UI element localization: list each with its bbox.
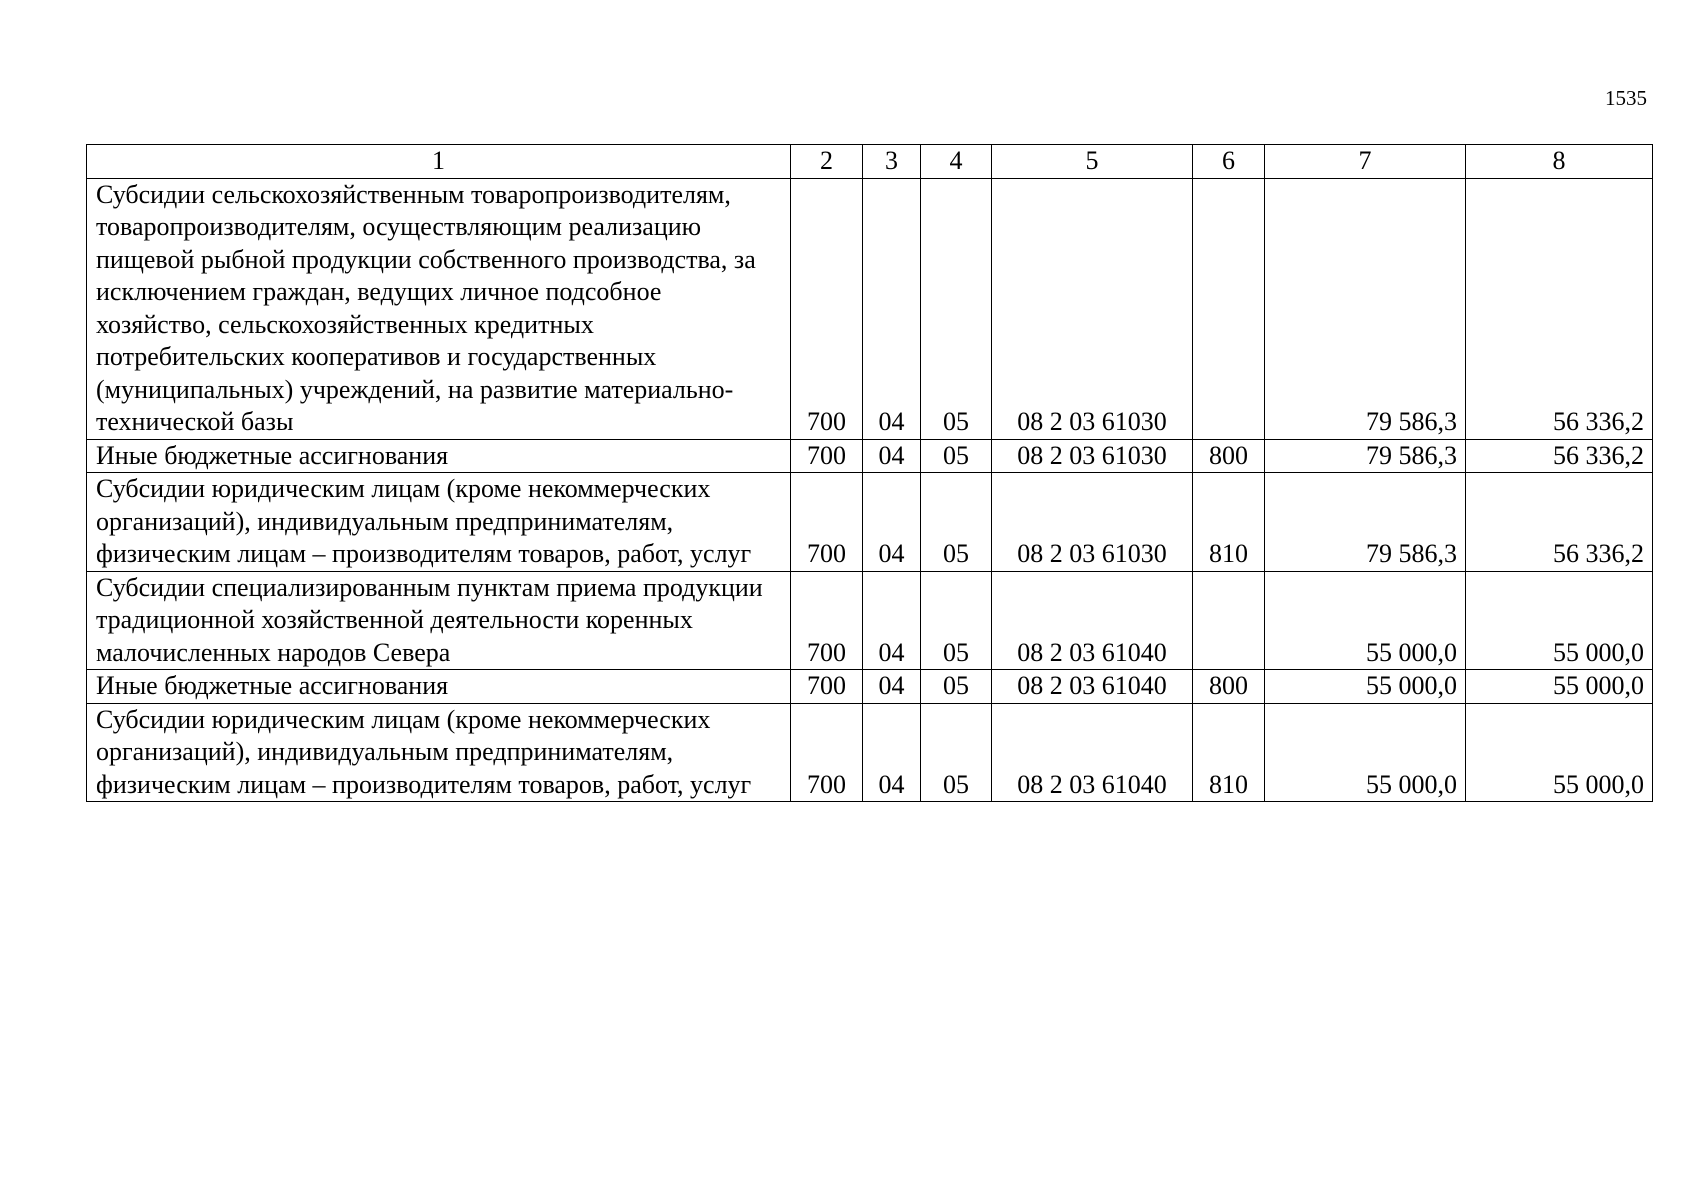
sum-2-cell: 56 336,2 — [1466, 178, 1653, 439]
expense-type-cell — [1193, 178, 1265, 439]
section-code-cell: 04 — [863, 439, 921, 473]
subsection-code-cell: 05 — [921, 670, 992, 704]
target-code-cell: 08 2 03 61030 — [992, 439, 1193, 473]
page-number: 1535 — [1605, 86, 1647, 110]
sum-2-cell: 56 336,2 — [1466, 473, 1653, 572]
ministry-code-cell: 700 — [791, 473, 863, 572]
budget-table — [86, 144, 1653, 802]
section-code-cell: 04 — [863, 703, 921, 802]
subsection-code-cell: 05 — [921, 473, 992, 572]
ministry-code-cell: 700 — [791, 571, 863, 670]
sum-2-cell: 56 336,2 — [1466, 439, 1653, 473]
header-cell: 1 — [87, 145, 791, 179]
table-row — [87, 439, 1653, 473]
header-cell: 2 — [791, 145, 863, 179]
subsection-code-cell: 05 — [921, 439, 992, 473]
row-name-cell: Субсидии юридическим лицам (кроме некоммерческих организаций), индивидуальным предпринимателям, физическим лицам – производителям товаров, работ, услуг — [87, 703, 791, 802]
subsection-code-cell: 05 — [921, 178, 992, 439]
header-cell: 8 — [1466, 145, 1653, 179]
table-row — [87, 670, 1653, 704]
ministry-code-cell: 700 — [791, 439, 863, 473]
sum-1-cell: 55 000,0 — [1265, 703, 1466, 802]
row-name-cell: Субсидии сельскохозяйственным товаропроизводителям, товаропроизводителям, осуществляющим реализацию пищевой рыбной продукции собственного производства, за исключением граждан, ведущих личное подсобное хозяйство, сельскохозяйственных кредитных потребительских кооперативов и государственных (муниципальных) учреждений, на развитие материально-технической базы — [87, 178, 791, 439]
ministry-code-cell: 700 — [791, 178, 863, 439]
expense-type-cell: 810 — [1193, 703, 1265, 802]
section-code-cell: 04 — [863, 178, 921, 439]
row-name-cell: Субсидии специализированным пунктам приема продукции традиционной хозяйственной деятельности коренных малочисленных народов Севера — [87, 571, 791, 670]
target-code-cell: 08 2 03 61040 — [992, 670, 1193, 704]
header-cell: 5 — [992, 145, 1193, 179]
expense-type-cell — [1193, 571, 1265, 670]
ministry-code-cell: 700 — [791, 670, 863, 704]
sum-2-cell: 55 000,0 — [1466, 670, 1653, 704]
table-row — [87, 178, 1653, 439]
sum-1-cell: 55 000,0 — [1265, 670, 1466, 704]
sum-2-cell: 55 000,0 — [1466, 571, 1653, 670]
expense-type-cell: 800 — [1193, 670, 1265, 704]
sum-1-cell: 55 000,0 — [1265, 571, 1466, 670]
sum-1-cell: 79 586,3 — [1265, 439, 1466, 473]
table-row — [87, 703, 1653, 802]
table-header-row — [87, 145, 1653, 179]
expense-type-cell: 800 — [1193, 439, 1265, 473]
ministry-code-cell: 700 — [791, 703, 863, 802]
subsection-code-cell: 05 — [921, 571, 992, 670]
header-cell: 4 — [921, 145, 992, 179]
table-body — [87, 145, 1653, 802]
section-code-cell: 04 — [863, 473, 921, 572]
table-row — [87, 473, 1653, 572]
sum-2-cell: 55 000,0 — [1466, 703, 1653, 802]
target-code-cell: 08 2 03 61030 — [992, 473, 1193, 572]
header-cell: 6 — [1193, 145, 1265, 179]
section-code-cell: 04 — [863, 670, 921, 704]
target-code-cell: 08 2 03 61040 — [992, 703, 1193, 802]
target-code-cell: 08 2 03 61040 — [992, 571, 1193, 670]
sum-1-cell: 79 586,3 — [1265, 473, 1466, 572]
header-cell: 3 — [863, 145, 921, 179]
header-cell: 7 — [1265, 145, 1466, 179]
target-code-cell: 08 2 03 61030 — [992, 178, 1193, 439]
row-name-cell: Иные бюджетные ассигнования — [87, 670, 791, 704]
expense-type-cell: 810 — [1193, 473, 1265, 572]
row-name-cell: Иные бюджетные ассигнования — [87, 439, 791, 473]
table-row — [87, 571, 1653, 670]
subsection-code-cell: 05 — [921, 703, 992, 802]
row-name-cell: Субсидии юридическим лицам (кроме некоммерческих организаций), индивидуальным предпринимателям, физическим лицам – производителям товаров, работ, услуг — [87, 473, 791, 572]
section-code-cell: 04 — [863, 571, 921, 670]
sum-1-cell: 79 586,3 — [1265, 178, 1466, 439]
